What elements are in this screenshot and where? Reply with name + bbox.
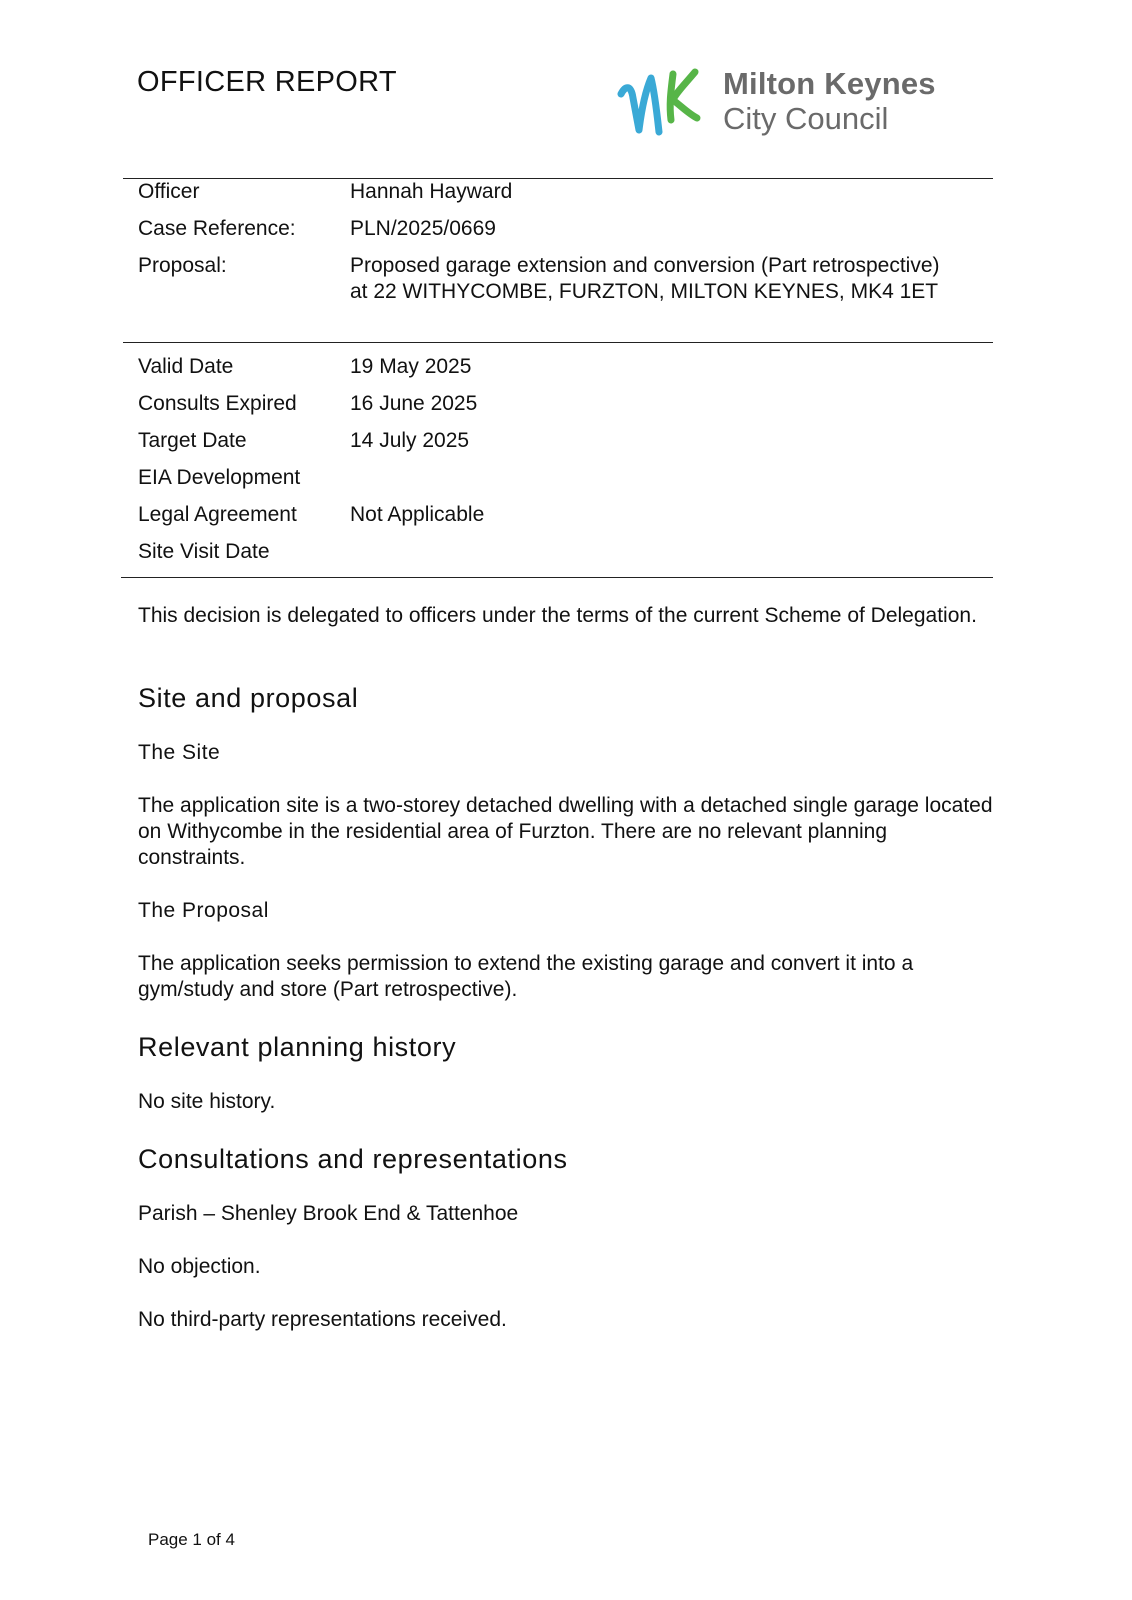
valid-date-value: 19 May 2025 [350,355,472,378]
third-party-text: No third-party representations received. [138,1308,507,1331]
officer-label: Officer [138,180,200,203]
site-visit-date-label: Site Visit Date [138,540,270,563]
parish-response-text: No objection. [138,1255,261,1278]
delegation-text: This decision is delegated to officers under the terms of the current Scheme of Delegation. [138,604,977,627]
eia-development-label: EIA Development [138,466,301,489]
case-reference-value: PLN/2025/0669 [350,217,496,240]
officer-value: Hannah Hayward [350,180,513,203]
proposal-description-text: The application seeks permission to extend the existing garage and convert it into a gym/study and store (Part retrospective). [138,952,914,1001]
legal-agreement-value: Not Applicable [350,503,485,526]
site-description-text: The application site is a two-storey detached dwelling with a detached single garage located on Withycombe in the residential area of Furzton. There are no relevant planning constraints. [138,794,993,869]
top-divider [123,178,993,179]
planning-history-heading: Relevant planning history [138,1032,457,1062]
valid-date-label: Valid Date [138,355,234,378]
the-proposal-heading: The Proposal [138,899,269,922]
site-and-proposal-heading: Site and proposal [138,683,359,713]
target-date-label: Target Date [138,429,247,452]
consultations-heading: Consultations and representations [138,1144,568,1174]
mk-k-arms [673,72,697,118]
page-title: OFFICER REPORT [137,66,397,98]
dates-divider [121,577,993,578]
consults-expired-value: 16 June 2025 [350,392,478,415]
details-divider [123,342,993,343]
the-site-heading: The Site [138,741,221,764]
proposal-value: Proposed garage extension and conversion (Part retrospective) at 22 WITHYCOMBE, FURZTON, MILTON KEYNES, MK4 1ET [350,254,940,303]
mk-m-stroke [621,78,659,132]
mk-logo-mark-icon [617,64,717,144]
legal-agreement-label: Legal Agreement [138,503,297,526]
council-logo [617,64,987,144]
proposal-label: Proposal: [138,254,227,277]
target-date-value: 14 July 2025 [350,429,470,452]
consults-expired-label: Consults Expired [138,392,297,415]
logo-text-milton-keynes: Milton Keynes [723,66,936,101]
logo-text-city-council: City Council [723,101,889,136]
parish-text: Parish – Shenley Brook End & Tattenhoe [138,1202,519,1225]
page-number: Page 1 of 4 [148,1530,235,1549]
planning-history-text: No site history. [138,1090,276,1113]
case-reference-label: Case Reference: [138,217,296,240]
